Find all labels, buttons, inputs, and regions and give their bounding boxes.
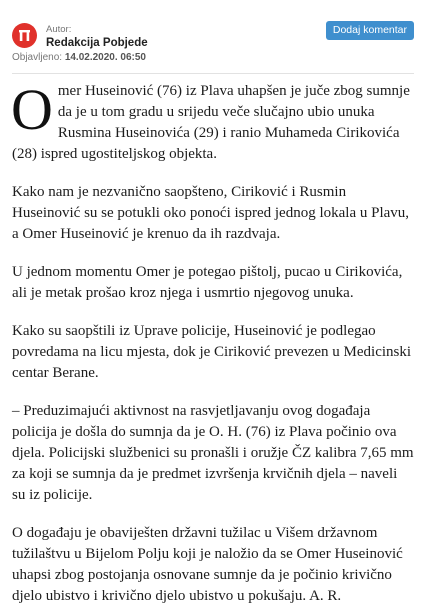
published-label: Objavljeno:: [12, 52, 63, 63]
add-comment-button[interactable]: Dodaj komentar: [326, 21, 414, 40]
drop-cap: O: [11, 77, 53, 142]
publish-info: [12, 52, 414, 66]
article-header: [12, 0, 414, 50]
author-label: Autor:: [46, 24, 72, 35]
publisher-logo[interactable]: [12, 23, 37, 48]
article-paragraph: – Preduzimajući aktivnost na rasvjetljavanju ovog događaja policija je došla do sumnja da je O. H. (76) iz Plava počinio ova djela. Policijski službenici su pronašli i oružje ČZ kalibra 7,65 mm za koji se sumnja da je predmet izvršenja krvičnih djela – naveli su iz policije.: [12, 403, 414, 503]
article-paragraph: Kako su saopštili iz Uprave policije, Huseinović je podlegao povredama na licu mjesta, dok je Ciriković prevezen u Medicinski centar Berane.: [12, 323, 412, 381]
article-body: [12, 74, 414, 607]
pobjeda-logo-icon: [17, 28, 32, 43]
article-paragraph: Omer Huseinović (76) iz Plava uhapšen je juče zbog sumnje da je u tom gradu u srijedu veče slučajno ubio unuka Rusmina Huseinovića (29) i ranio Muhameda Cirikovića (28) ispred ugostiteljskog objekta.: [11, 77, 410, 162]
author-block: [46, 24, 148, 50]
article-paragraph: U jednom momentu Omer je potegao pištolj, pucao u Cirikovića, ali je metak prošao kroz njega i usmrtio njegovog unuka.: [12, 264, 403, 301]
article-paragraph: O događaju je obaviješten državni tužilac u Višem državnom tužilaštvu u Bijelom Polju koji je naložio da se Omer Huseinović uhapsi zbog postojanja osnovane sumnje da je počinio krivično djelo ubistvo i krivično djelo ubistvo u pokušaju. A. R.: [12, 525, 403, 604]
published-date: 14.02.2020. 06:50: [64, 52, 146, 63]
article-paragraph: Kako nam je nezvanično saopšteno, Ciriković i Rusmin Huseinović su se potukli oko ponoći ispred jednog lokala u Plavu, a Omer Huseinović je krenuo da ih razdvaja.: [12, 184, 410, 242]
author-name[interactable]: Redakcija Pobjede: [46, 37, 148, 49]
